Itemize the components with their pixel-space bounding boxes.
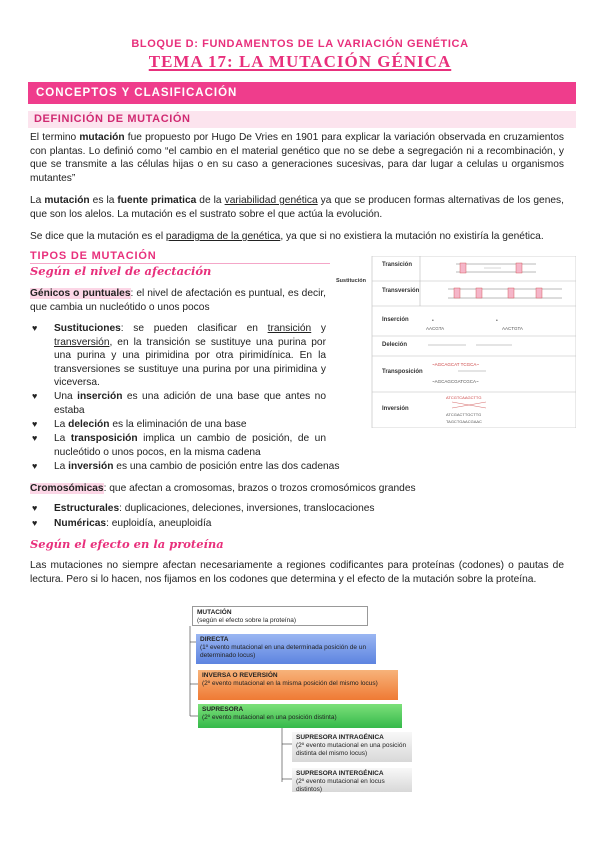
diagram-label-transicion: Transición: [382, 262, 413, 268]
flow-inversa: [198, 670, 398, 700]
genicos-paragraph: Génicos o puntuales: el nivel de afectación es puntual, es decir, que cambia un nucleótido o unos pocos: [30, 288, 327, 313]
flow-intra-text: (2º evento mutacional en una posición distinta del mismo locus): [296, 742, 407, 757]
svg-text:•: •: [432, 318, 434, 324]
bullet-icon: ♥: [32, 391, 38, 401]
mutation-types-diagram: [336, 256, 576, 428]
list-item-inversion: La inversión es una cambio de posición entre las dos cadenas: [54, 461, 340, 472]
svg-text:~AGCAGCAT TCGCA~: ~AGCAGCAT TCGCA~: [432, 362, 480, 367]
section-bar-conceptos: CONCEPTOS Y CLASIFICACIÓN: [28, 82, 576, 104]
diagram-graphic: [336, 256, 576, 428]
flow-intra-title: SUPRESORA INTRAGÉNICA: [296, 734, 384, 741]
diagram-label-insercion: Inserción: [382, 317, 409, 323]
cromosomicas-paragraph: Cromosómicas: que afectan a cromosomas, brazos o trozos cromosómicos grandes: [30, 483, 416, 494]
svg-text:ATCGACTTGCTTG: ATCGACTTGCTTG: [446, 412, 482, 417]
diagram-label-transposicion: Transposición: [382, 369, 423, 375]
svg-text:AACGTA: AACGTA: [426, 326, 445, 331]
flow-root-title: MUTACIÓN: [197, 609, 232, 616]
flow-intergenica: [292, 768, 412, 792]
flow-supresora-title: SUPRESORA: [202, 706, 244, 713]
bullet-icon: ♥: [32, 323, 38, 333]
section-bar-definicion: DEFINICIÓN DE MUTACIÓN: [28, 111, 576, 128]
definicion-paragraph-2: La mutación es la fuente primatica de la variabilidad genética ya que se producen formas alternativas de los genes, que son los alelos. La mutación es el sustrato sobre el que actúa la evolución.: [30, 195, 564, 220]
bloque-title: BLOQUE D: FUNDAMENTOS DE LA VARIACIÓN GENÉTICA: [131, 38, 469, 50]
diagram-label-inversion: Inversión: [382, 406, 409, 412]
flow-directa-text: (1º evento mutacional en una determinada posición de un determinado locus): [200, 644, 367, 659]
flow-directa: [196, 634, 376, 664]
flow-inter-text: (2º evento mutacional en locus distintos): [296, 778, 385, 793]
bullet-icon: ♥: [32, 419, 38, 429]
bullet-icon: ♥: [32, 433, 38, 443]
flow-supresora: [198, 704, 402, 728]
bullet-icon: ♥: [32, 518, 38, 528]
diagram-label-sustitucion: Sustitución: [336, 278, 366, 284]
svg-text:ATCGTCAAGCTTG: ATCGTCAAGCTTG: [446, 395, 482, 400]
list-item-sustituciones: Sustituciones: se pueden clasificar en transición y transversión, en la transición se sustituye una purina por una purina y una pirimidina por otra pirimidínica. En la transversiones se sustituye una purina por una pirimidina y viceversa.: [54, 323, 326, 388]
flow-inversa-text: (2º evento mutacional en la misma posición del mismo locus): [202, 680, 378, 687]
flow-intragenica: [292, 732, 412, 762]
definicion-paragraph-1: El termino mutación fue propuesto por Hugo De Vries en 1901 para explicar la variación observada en cruzamientos con plantas. Lo definió como “el cambio en el material genético que no se debe a segregación ni a recombinación, y que se transmite a las células hijas o en su caso a generaciones sucesivas, para dar lugar a celulas u organismos mutantes”: [30, 132, 564, 184]
flow-supresora-text: (2º evento mutacional en una posición distinta): [202, 714, 337, 721]
diagram-label-delecion: Deleción: [382, 342, 408, 348]
list-item-insercion: Una inserción es una adición de una base que antes no estaba: [54, 391, 326, 416]
effect-flow-diagram: [186, 604, 418, 828]
list-item-delecion: La deleción es la eliminación de una base: [54, 419, 247, 430]
subheading-nivel: Según el nivel de afectación: [30, 264, 212, 278]
svg-text:AACTGTA: AACTGTA: [502, 326, 523, 331]
flow-directa-title: DIRECTA: [200, 636, 229, 643]
list-item-numericas: Numéricas: euploidía, aneuploidía: [54, 518, 212, 529]
tipos-heading: TIPOS DE MUTACIÓN: [30, 250, 157, 262]
tema-title: TEMA 17: LA MUTACIÓN GÉNICA: [148, 52, 452, 71]
diagram-label-transversion: Transversión: [382, 288, 420, 294]
svg-text:~AGCAGCGATCGCA~: ~AGCAGCGATCGCA~: [432, 379, 479, 384]
svg-text:•: •: [496, 318, 498, 324]
bullet-icon: ♥: [32, 503, 38, 513]
list-item-transposicion: La transposición implica un cambio de posición, de un nucleótido o unos pocos, en la misma cadena: [54, 433, 326, 458]
list-item-estructurales: Estructurales: duplicaciones, deleciones, inversiones, translocaciones: [54, 503, 375, 514]
definicion-paragraph-3: Se dice que la mutación es el paradigma de la genética, ya que si no existiera la mutación no existiría la genética.: [30, 231, 544, 242]
svg-text:TAGCTGAACGAAC: TAGCTGAACGAAC: [446, 419, 482, 424]
flow-root-sub: (según el efecto sobre la proteína): [197, 617, 297, 624]
efecto-paragraph: Las mutaciones no siempre afectan necesariamente a regiones codificantes para proteínas (codones) o pautas de lectura. Pero si lo hacen, nos fijamos en los codones que determina y el efecto de la mutación sobre la proteína.: [30, 560, 564, 585]
flow-inversa-title: INVERSA O REVERSIÓN: [202, 672, 278, 679]
flow-root: [192, 606, 368, 626]
flow-inter-title: SUPRESORA INTERGÉNICA: [296, 770, 384, 777]
subheading-efecto: Según el efecto en la proteína: [30, 537, 224, 551]
bullet-icon: ♥: [32, 461, 38, 471]
